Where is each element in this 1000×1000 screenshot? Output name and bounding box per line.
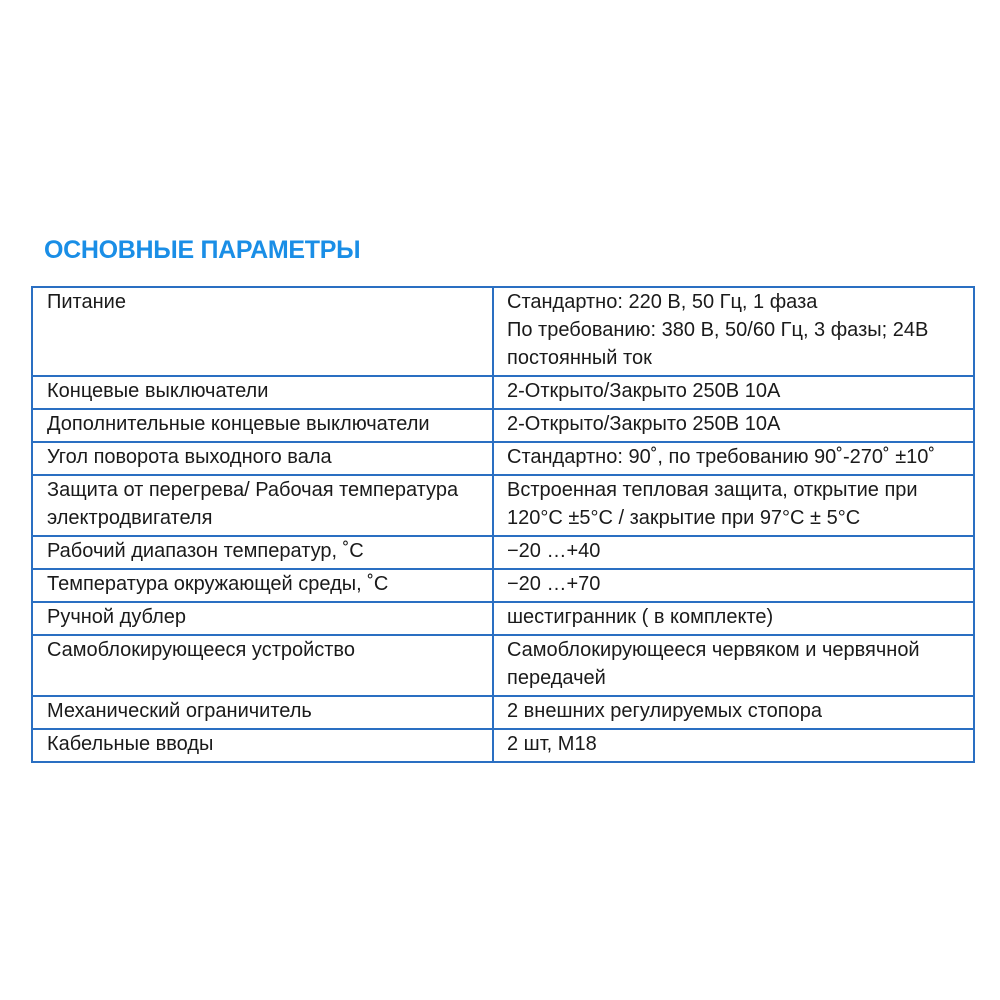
parameter-name-cell bbox=[32, 569, 493, 602]
parameter-value-cell bbox=[493, 536, 974, 569]
parameter-name: Ручной дублер bbox=[47, 606, 187, 628]
table-row bbox=[32, 602, 974, 635]
parameter-value: −20 …+70 bbox=[507, 573, 601, 595]
parameter-value-cell bbox=[493, 729, 974, 762]
parameter-value-cell bbox=[493, 696, 974, 729]
parameter-name: Защита от перегрева/ Рабочая температура bbox=[47, 479, 459, 501]
parameter-name-cell bbox=[32, 475, 493, 536]
parameter-value: Встроенная тепловая защита, открытие при bbox=[507, 479, 918, 501]
table-row bbox=[32, 409, 974, 442]
parameter-name-cell bbox=[32, 536, 493, 569]
parameter-value: 2-Открыто/Закрыто 250В 10А bbox=[507, 380, 781, 402]
parameter-value: По требованию: 380 В, 50/60 Гц, 3 фазы; 24В bbox=[507, 319, 929, 341]
parameter-name-cell bbox=[32, 696, 493, 729]
parameter-name: Угол поворота выходного вала bbox=[47, 446, 332, 468]
parameters-table-body bbox=[32, 287, 974, 762]
parameter-name: Механический ограничитель bbox=[47, 700, 312, 722]
parameter-value: 2 шт, М18 bbox=[507, 733, 597, 755]
parameter-value: Стандартно: 220 В, 50 Гц, 1 фаза bbox=[507, 291, 818, 313]
parameters-table bbox=[31, 286, 975, 763]
parameter-name: Кабельные вводы bbox=[47, 733, 214, 755]
parameter-value-cell bbox=[493, 409, 974, 442]
parameter-value-cell bbox=[493, 376, 974, 409]
parameter-name: Самоблокирующееся устройство bbox=[47, 639, 355, 661]
parameter-value-cell bbox=[493, 287, 974, 376]
parameter-name-cell bbox=[32, 635, 493, 696]
table-row bbox=[32, 536, 974, 569]
parameter-name-cell bbox=[32, 602, 493, 635]
parameter-value: шестигранник ( в комплекте) bbox=[507, 606, 774, 628]
parameter-name-cell bbox=[32, 729, 493, 762]
parameter-name: Рабочий диапазон температур, ˚С bbox=[47, 540, 364, 562]
parameter-value: передачей bbox=[507, 667, 606, 689]
table-row bbox=[32, 729, 974, 762]
table-row bbox=[32, 376, 974, 409]
parameter-name: Концевые выключатели bbox=[47, 380, 269, 402]
parameter-name-cell bbox=[32, 442, 493, 475]
parameter-value: постоянный ток bbox=[507, 347, 652, 369]
parameter-name-cell bbox=[32, 287, 493, 376]
parameter-name: Дополнительные концевые выключатели bbox=[47, 413, 430, 435]
table-row bbox=[32, 442, 974, 475]
parameter-value-cell bbox=[493, 635, 974, 696]
parameter-value: 2 внешних регулируемых стопора bbox=[507, 700, 822, 722]
parameter-value-cell bbox=[493, 602, 974, 635]
parameter-name-cell bbox=[32, 376, 493, 409]
table-row bbox=[32, 635, 974, 696]
parameter-name: электродвигателя bbox=[47, 507, 213, 529]
parameter-value: Стандартно: 90˚, по требованию 90˚-270˚ ±10˚ bbox=[507, 446, 936, 468]
parameter-value: 2-Открыто/Закрыто 250В 10А bbox=[507, 413, 781, 435]
table-row bbox=[32, 569, 974, 602]
section-title: ОСНОВНЫЕ ПАРАМЕТРЫ bbox=[44, 236, 361, 264]
table-row bbox=[32, 475, 974, 536]
parameter-value: Самоблокирующееся червяком и червячной bbox=[507, 639, 920, 661]
parameter-value-cell bbox=[493, 569, 974, 602]
parameter-name: Питание bbox=[47, 291, 126, 313]
parameter-name: Температура окружающей среды, ˚С bbox=[47, 573, 389, 595]
parameter-name-cell bbox=[32, 409, 493, 442]
parameter-value: −20 …+40 bbox=[507, 540, 601, 562]
parameter-value-cell bbox=[493, 442, 974, 475]
table-row bbox=[32, 287, 974, 376]
parameter-value: 120°C ±5°C / закрытие при 97°C ± 5°C bbox=[507, 507, 861, 529]
parameter-value-cell bbox=[493, 475, 974, 536]
table-row bbox=[32, 696, 974, 729]
